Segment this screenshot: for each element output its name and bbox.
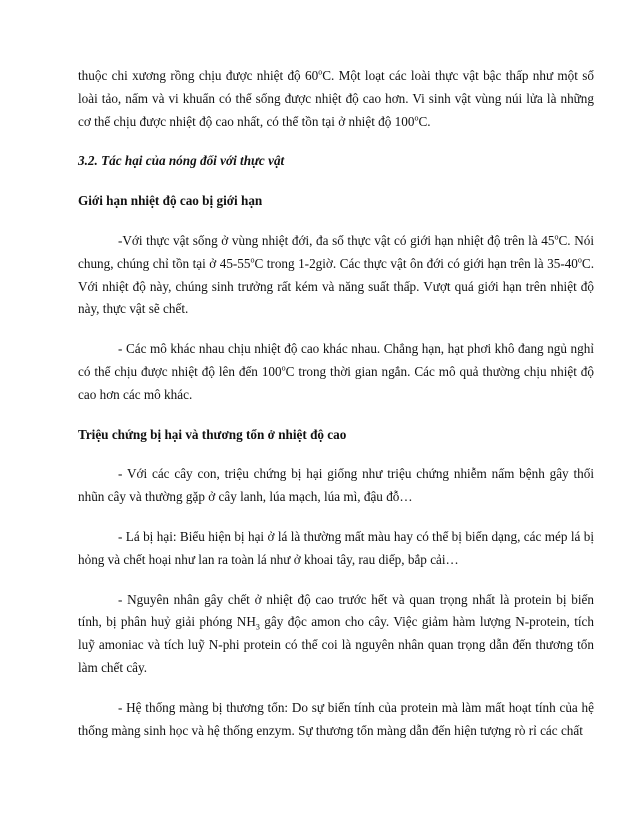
paragraph-tropical-limit: -Với thực vật sống ở vùng nhiệt đới, đa số thực vật có giới hạn nhiệt độ trên là 45$^o$C. Nói chung, chúng chỉ tồn tại ở 45-55$^o$C trong 1-2giờ. Các thực vật ôn đới có giới hạn trên là 35-40$^o$C. Với nhiệt độ này, chúng sinh trưởng rất kém và năng suất thấp. Vượt quá giới hạn trên nhiệt độ này, thực vật sẽ chết. <box>78 232 594 317</box>
paragraph-seedlings: - Với các cây con, triệu chứng bị hại giống như triệu chứng nhiễm nấm bệnh gây thối nhũn cây và thường gặp ở cây lanh, lúa mạch, lúa mì, đậu đỗ… <box>78 466 594 505</box>
paragraph-tissue-tolerance: - Các mô khác nhau chịu nhiệt độ cao khác nhau. Chẳng hạn, hạt phơi khô đang ngủ nghỉ có thể chịu được nhiệt độ lên đến 100$^o$C trong thời gian ngắn. Các mô quả thường chịu nhiệt độ cao hơn các mô khác. <box>78 341 594 402</box>
section-heading: 3.2. Tác hại của nóng đối với thực vật <box>78 153 285 169</box>
paragraph-cause-of-death: - Nguyên nhân gây chết ở nhiệt độ cao trước hết và quan trọng nhất là protein bị biến tính, bị phân huỷ giải phóng $NH_3$ gây độc amon cho cây. Việc giảm hàm lượng N-protein, tích luỹ amoniac và tích luỹ N-phi protein có thể coi là nguyên nhân quan trọng dẫn đến thương tổn làm chết cây. <box>78 591 594 675</box>
subheading-temperature-limit: Giới hạn nhiệt độ cao bị giới hạn <box>78 193 263 209</box>
paragraph-leaves: - Lá bị hại: Biểu hiện bị hại ở lá là thường mất màu hay có thể bị biến dạng, các mép lá bị hỏng và chết hoại như lan ra toàn lá như ở khoai tây, rau diếp, bắp cải… <box>78 528 594 567</box>
paragraph-intro: thuộc chi xương rồng chịu được nhiệt độ 60$^o$C. Một loạt các loài thực vật bậc thấp như một số loài tảo, nấm và vi khuẩn có thể sống được nhiệt độ cao hơn. Vi sinh vật vùng núi lửa là những cơ thể chịu được nhiệt độ cao nhất, có thể tồn tại ở nhiệt độ 100$^o$C. <box>78 67 594 129</box>
subheading-symptoms: Triệu chứng bị hại và thương tổn ở nhiệt độ cao <box>78 426 347 442</box>
paragraph-membrane-damage: - Hệ thống màng bị thương tổn: Do sự biến tính của protein mà làm mất hoạt tính của hệ thống màng sinh học và hệ thống enzym. Sự thương tổn màng dẫn đến hiện tượng rò rỉ các chất <box>78 699 594 738</box>
